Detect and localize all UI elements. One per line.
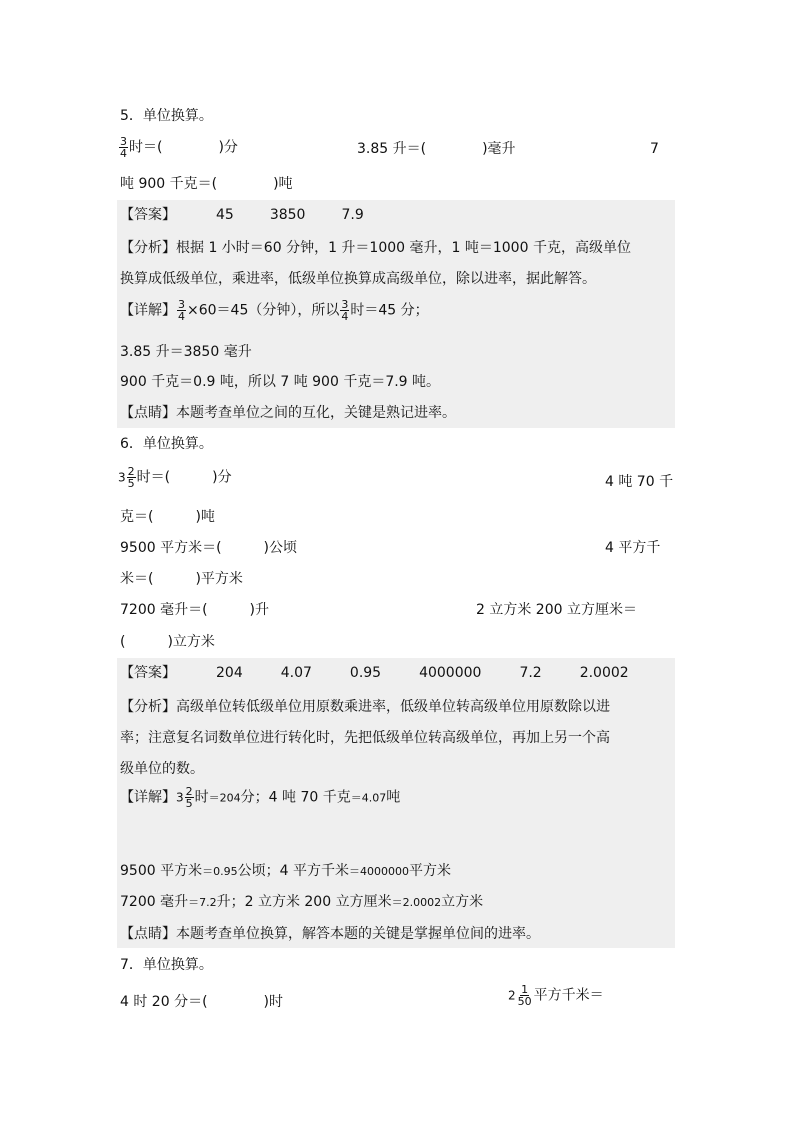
q6-item-b-start: 4 吨 70 千 [605, 474, 674, 490]
q6-item-d-rest: 米＝( )平方米 [120, 571, 243, 587]
answer-value: 3850 [269, 207, 306, 223]
q6-item-c: 9500 平方米＝( )公顷 [120, 540, 298, 556]
q6-detail-line: 9500 平方米＝0.95公顷；4 平方千米＝4000000平方米 [120, 863, 451, 879]
q5-item-c-start: 7 [650, 141, 659, 157]
q6-title: 6．单位换算。 [120, 436, 213, 452]
q6-analysis-line: 级单位的数。 [120, 761, 204, 777]
q5-item-b: 3.85 升＝( )毫升 [357, 141, 516, 157]
q5-answer: 【答案】 45 3850 7.9 [120, 207, 364, 223]
q6-analysis-line: 【分析】高级单位转低级单位用原数乘进率，低级单位转高级单位用原数除以进 [120, 699, 610, 715]
q5-analysis-line: 【分析】根据 1 小时＝60 分钟，1 升＝1000 毫升，1 吨＝1000 千克，高级单位 [120, 240, 631, 256]
fraction: $\frac{2}{5}$ [185, 785, 193, 810]
q6-detail-line: 【详解】3 $\frac{2}{5}$ 时＝204分；4 吨 70 千克＝4.07吨 [120, 785, 401, 810]
answer-value: 4000000 [419, 665, 482, 681]
q7-item-b: 2 $\frac{1}{50}$ 平方千米＝ [508, 983, 604, 1008]
q5-title: 5．单位换算。 [120, 108, 213, 124]
q6-item-b-rest: 克＝( )吨 [120, 509, 215, 525]
fraction: $\frac{3}{4}$ [341, 298, 349, 323]
q6-analysis-line: 率；注意复名词数单位进行转化时，先把低级单位转高级单位，再加上另一个高 [120, 730, 610, 746]
fraction: $\frac{3}{4}$ [120, 135, 127, 160]
q6-item-d-start: 4 平方千 [605, 540, 661, 556]
fraction: $\frac{1}{50}$ [517, 983, 532, 1008]
answer-value: 4.07 [280, 665, 312, 681]
q6-item-f-start: 2 立方米 200 立方厘米＝ [476, 602, 637, 618]
q7-title: 7．单位换算。 [120, 957, 213, 973]
q6-item-a: 3 $\frac{2}{5}$ 时＝( )分 [118, 465, 232, 490]
q6-comment: 【点睛】本题考查单位换算，解答本题的关键是掌握单位间的进率。 [120, 926, 540, 942]
q5-detail-line: 900 千克＝0.9 吨，所以 7 吨 900 千克＝7.9 吨。 [120, 374, 441, 390]
q5-analysis-line: 换算成低级单位，乘进率，低级单位换算成高级单位，除以进率，据此解答。 [120, 271, 596, 287]
answer-value: 204 [216, 665, 243, 681]
q5-comment: 【点睛】本题考查单位之间的互化，关键是熟记进率。 [120, 405, 456, 421]
q5-item-a: $\frac{3}{4}$ 时＝( )分 [120, 135, 238, 160]
q5-detail-line: 【详解】 $\frac{3}{4}$ ×60＝45（分钟），所以 $\frac{3}{4}$ 时＝45 分； [120, 298, 429, 323]
q5-detail-line: 3.85 升＝3850 毫升 [120, 344, 252, 360]
answer-value: 7.2 [519, 665, 542, 681]
q6-item-f-rest: ( )立方米 [120, 634, 215, 650]
q7-item-a: 4 时 20 分＝( )时 [120, 994, 283, 1010]
fraction: $\frac{2}{5}$ [127, 465, 135, 490]
answer-value: 0.95 [349, 665, 382, 681]
q5-item-c-rest: 吨 900 千克＝( )吨 [120, 176, 293, 192]
q6-detail-line: 7200 毫升＝7.2升；2 立方米 200 立方厘米＝2.0002立方米 [120, 894, 484, 910]
q6-item-e: 7200 毫升＝( )升 [120, 602, 270, 618]
q6-answer: 【答案】 204 4.07 0.95 4000000 7.2 2.0002 [120, 665, 629, 681]
fraction: $\frac{3}{4}$ [178, 298, 185, 323]
answer-value: 7.9 [341, 207, 364, 223]
answer-value: 45 [216, 207, 234, 223]
answer-value: 2.0002 [579, 665, 629, 681]
